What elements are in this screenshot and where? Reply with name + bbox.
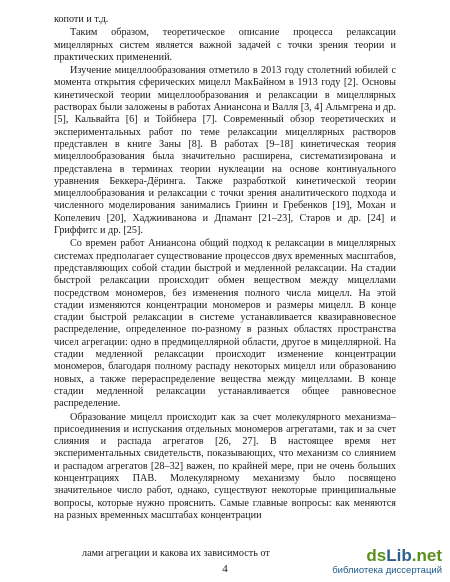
body-text — [54, 14, 396, 522]
page-number: 4 — [222, 563, 228, 575]
watermark-logo-lib: Lib — [386, 546, 412, 565]
paragraph-history: Изучение мицеллообразования отметило в 2013 году столетний юбилей с момента открытия сферических мицелл МакБайном в 1913 году [2]. Основы кинетической теории мицеллообразования и релаксации в мицеллярных растворах были заложены в работах Аниансона и Валля [3, 4] Альмгрена и др. [5], Кальвайта [6] и Тойбнера [7]. Современный обзор теоретических и экспериментальных работ по теме релаксации мицеллярных растворов представлен в книге Заны [8]. В работах [9–18] кинетическая теория мицеллообразования была значительно расширена, систематизирована и представлена в терминах теории нуклеации на основе континуального уравнения Беккера-Дёринга. Также разработкой кинетической теории мицеллообразования и релаксации с точки зрения аналитического подхода и численного моделирования занимались Гриинн и Гребенков [19], Мохан и Копелевич [20], Хаджииванова и Дпамант [21–23], Старов и др. [24] и Гриффитс и др. [25]. — [54, 65, 396, 237]
watermark-subtitle: библиотека диссертаций — [332, 565, 442, 576]
watermark-logo — [366, 547, 442, 565]
paragraph-summary: Таким образом, теоретическое описание процесса релаксации мицеллярных систем является важной задачей с точки зрения теории и практических применений. — [54, 27, 396, 63]
dslib-watermark[interactable] — [332, 547, 442, 576]
overlay-text-line: лами агрегации и какова их зависимость от — [82, 548, 274, 559]
paragraph-micelle-formation: Образование мицелл происходит как за счет молекулярного механизма– присоединения и испускания отдельных мономеров агрегатами, так и за счет слияния и распада агрегатов [26, 27]. В настоящее время нет экспериментальных свидетельств, показывающих, что механизм со слиянием и распадом агрегатов [28–32] важен, по крайней мере, при не очень больших концентрациях ПАВ. Молекулярному механизму было посвящено значительное число работ, однако, существуют некоторые принципиальные вопросы, которые нужно прояснить. Самые главные вопросы: как меняются на разных временных масштабах концентрации — [54, 411, 396, 521]
paragraph-continuation: копоти и т.д. — [54, 14, 109, 25]
watermark-logo-ds: ds — [366, 546, 387, 565]
watermark-logo-net: .net — [411, 546, 442, 565]
paragraph-relaxation-stages: Со времен работ Аниансона общий подход к релаксации в мицеллярных системах предполагает существование процессов двух временных масштабов, представляющих собой стадии быстрой и медленной релаксации. На стадии быстрой релаксации происходит обмен веществом между мицеллами посредством мономеров, без изменения полного числа мицелл. На этой стадии изменяются концентрации мономеров и размеры мицелл. В конце стадии быстрой релаксации в системе устанавливается квазиравновесное распределение, определенное по-разному в разных областях пространства чисел агрегации: одно в предмицеллярной области, другое в мицеллярной. На стадии медленной релаксации происходит изменение концентрации мономеров, благодаря полному распаду некоторых мицелл или образованию новых, а также перераспределение вещества между мицеллами. В конце стадии медленной релаксации устанавливается общее равновесное распределение. — [54, 238, 396, 410]
